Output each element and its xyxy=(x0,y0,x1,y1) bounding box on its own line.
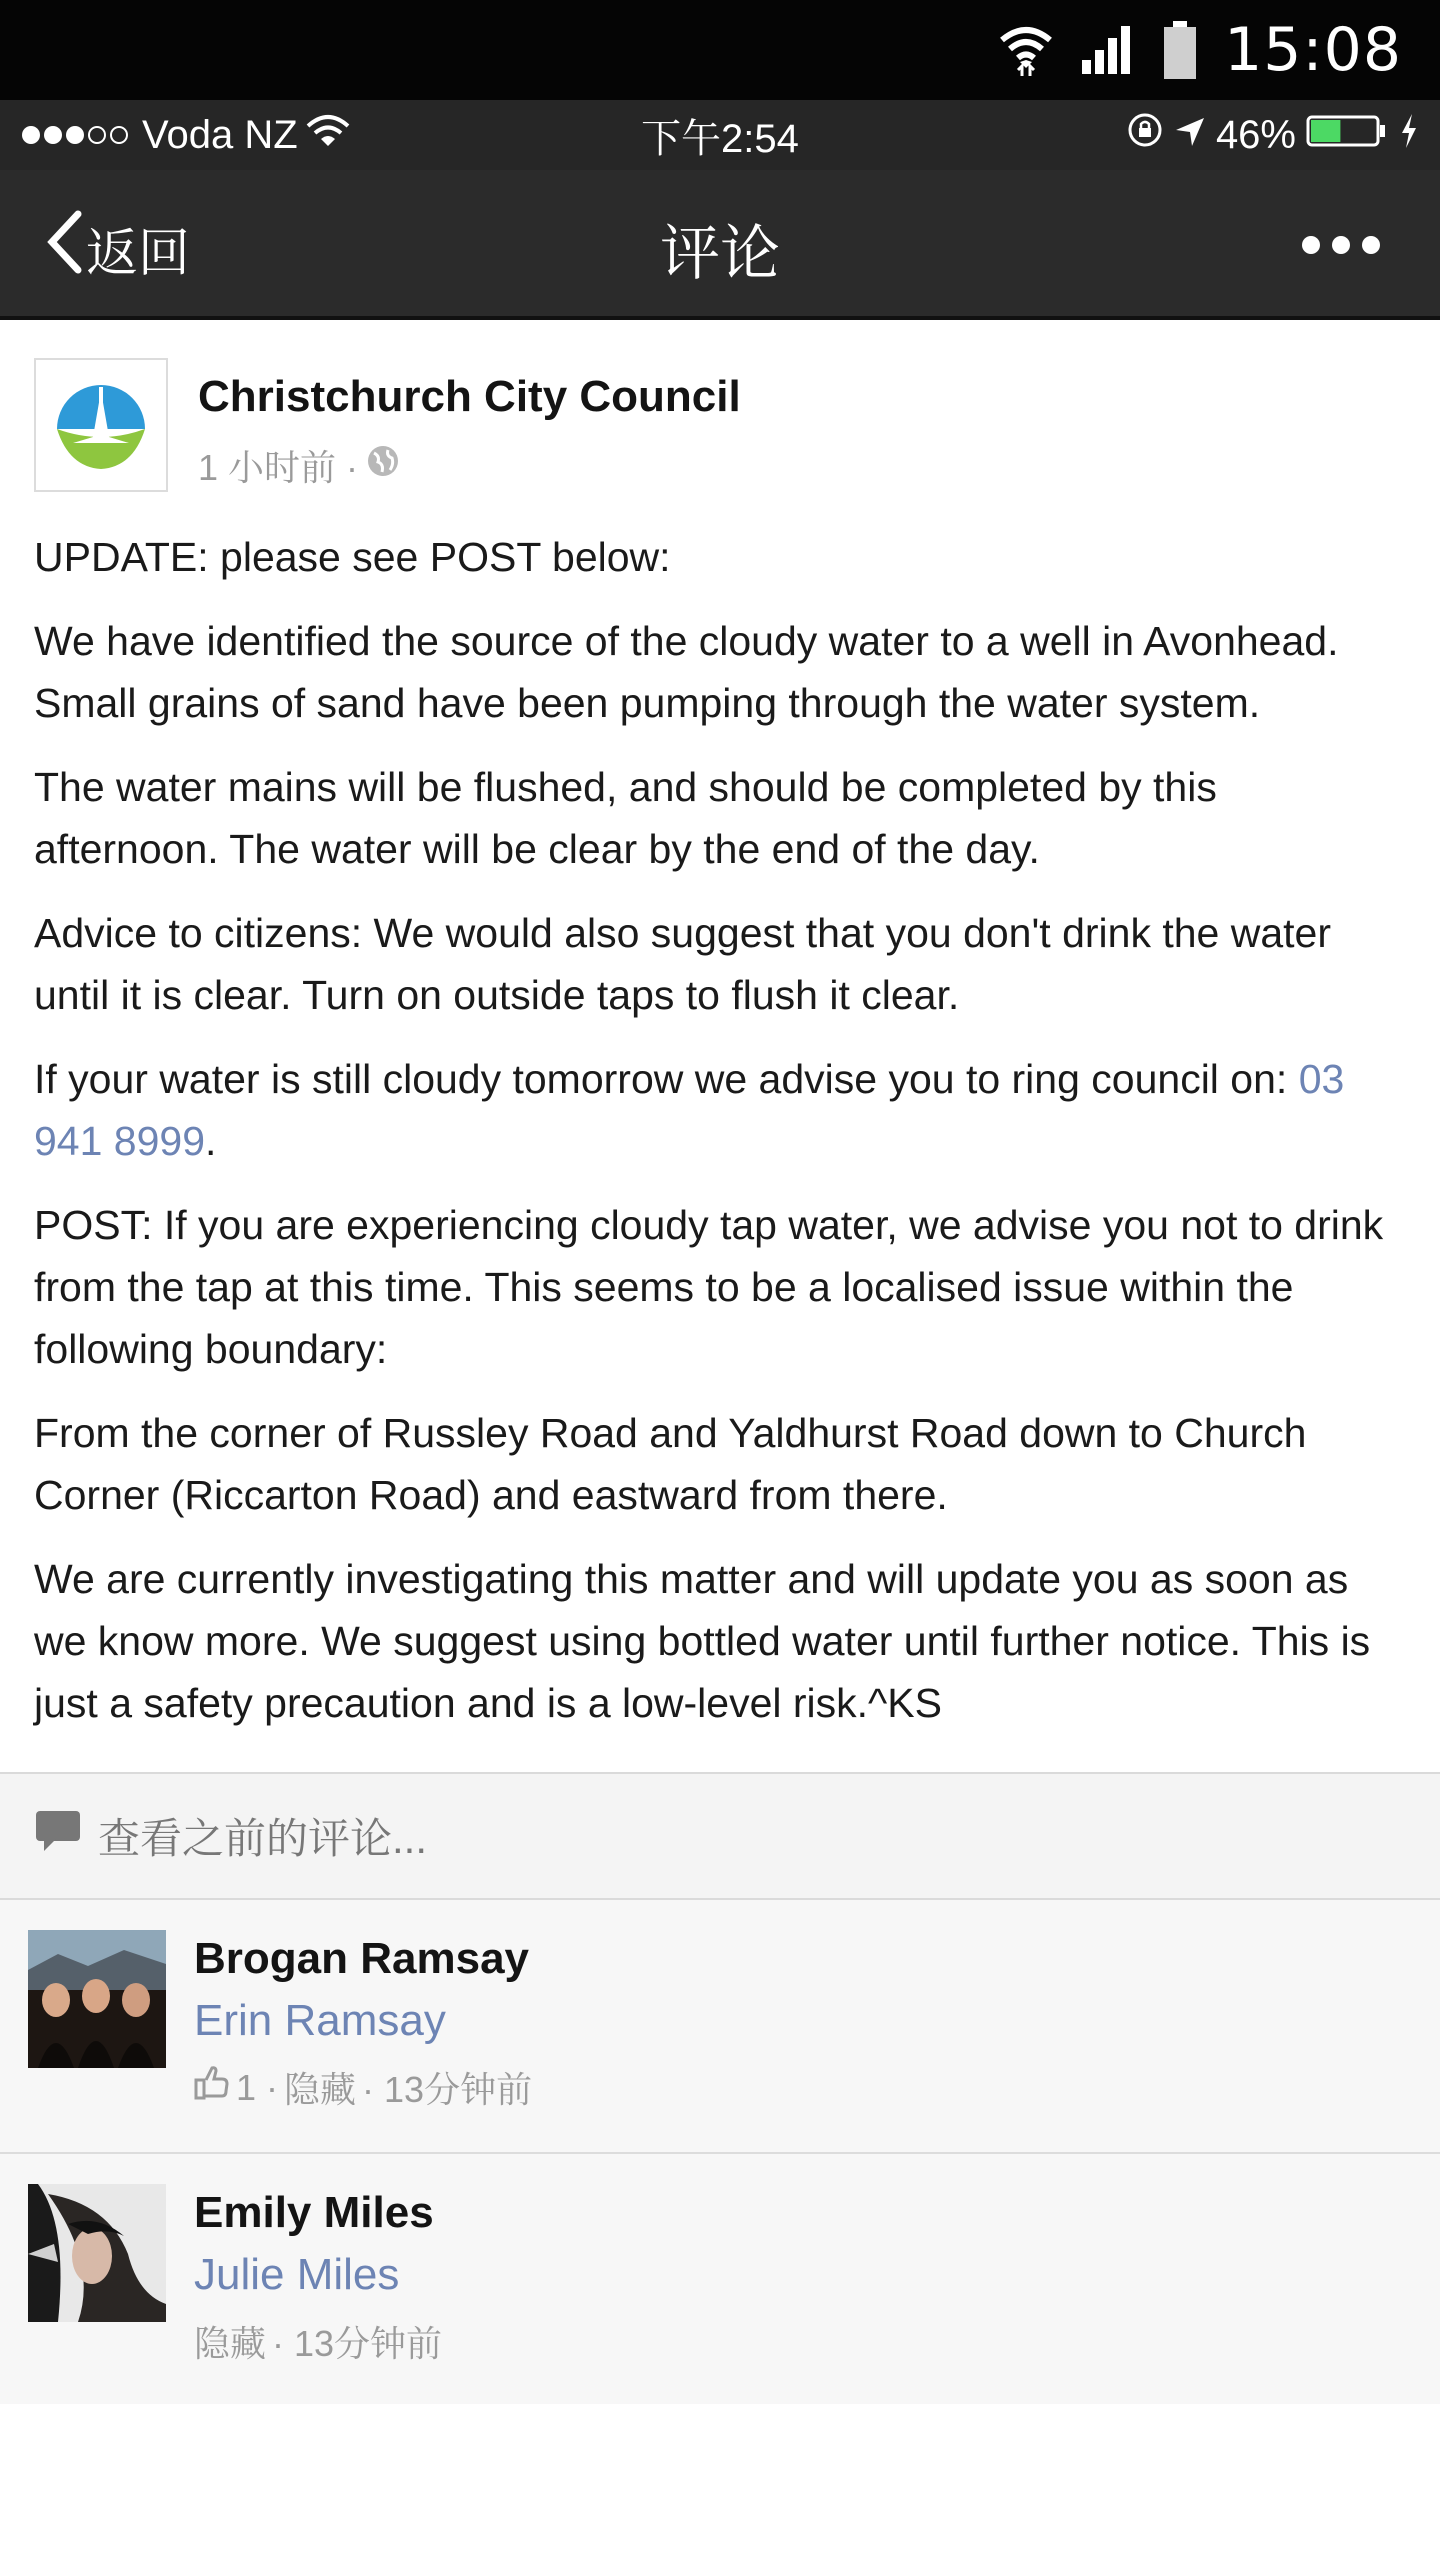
council-logo-avatar[interactable] xyxy=(34,358,168,492)
ring-text: If your water is still cloudy tomorrow we advise you to ring council on: xyxy=(34,1056,1299,1102)
comment-mention[interactable]: Julie Miles xyxy=(194,2250,400,2299)
comment-author[interactable]: Emily Miles xyxy=(194,2188,434,2237)
comment-time: · 13分钟前 xyxy=(362,2069,533,2110)
avatar[interactable] xyxy=(28,1930,166,2068)
ios-status-bar xyxy=(0,100,1440,170)
post xyxy=(0,320,1440,1734)
post-paragraph: Advice to citizens: We would also suggest that you don't drink the water until it is clear. Turn on outside taps to flush it clear. xyxy=(34,910,1331,1018)
comment-author[interactable]: Brogan Ramsay xyxy=(194,1934,530,1983)
rotation-lock-icon xyxy=(1126,111,1164,159)
comment-item xyxy=(0,1900,1440,2154)
globe-icon xyxy=(366,444,400,487)
view-previous-label: 查看之前的评论... xyxy=(98,1815,428,1862)
post-paragraph: From the corner of Russley Road and Yaldhurst Road down to Church Corner (Riccarton Road) and eastward from there. xyxy=(34,1410,1307,1518)
more-options-icon[interactable] xyxy=(1302,236,1380,254)
post-author[interactable]: Christchurch City Council xyxy=(198,372,741,421)
council-logo-icon xyxy=(53,377,149,473)
battery-percent: 46% xyxy=(1215,112,1296,157)
post-time: 1 小时前 · xyxy=(198,447,359,488)
post-paragraph: We have identified the source of the cloudy water to a well in Avonhead. Small grains of sand have been pumping through the water system. xyxy=(34,618,1339,726)
hide-link[interactable]: 隐藏 xyxy=(284,2069,357,2110)
post-header xyxy=(34,358,1406,492)
post-paragraph-ring xyxy=(34,1048,1406,1172)
charging-bolt-icon xyxy=(1400,113,1418,158)
like-count: 1 · xyxy=(236,2066,279,2108)
post-paragraph: The water mains will be flushed, and should be completed by this afternoon. The water will be clear by the end of the day. xyxy=(34,764,1217,872)
comment-mention[interactable]: Erin Ramsay xyxy=(194,1996,446,2045)
signal-icon xyxy=(1080,24,1136,76)
ios-clock: 下午2:54 xyxy=(641,116,799,161)
comment-item xyxy=(0,2154,1440,2404)
phone-link[interactable]: 03 941 8999 xyxy=(34,1056,1345,1164)
back-label: 返回 xyxy=(86,225,191,283)
page-title: 评论 xyxy=(660,220,780,287)
comment-time: · 13分钟前 xyxy=(272,2323,443,2364)
ring-end: . xyxy=(205,1118,217,1164)
nav-bar xyxy=(0,170,1440,320)
android-clock: 15:08 xyxy=(1224,15,1402,85)
ios-battery-icon xyxy=(1306,113,1390,158)
wifi-icon xyxy=(998,24,1054,76)
view-previous-comments-button[interactable] xyxy=(0,1772,1440,1900)
battery-icon xyxy=(1162,21,1198,79)
post-paragraph: We are currently investigating this matter and will update you as soon as we know more. We suggest using bottled water until further notice. This is just a safety precaution and is a low-level risk.^KS xyxy=(34,1556,1371,1726)
avatar[interactable] xyxy=(28,2184,166,2322)
comment-bubble-icon xyxy=(34,1809,82,1863)
android-status-bar xyxy=(0,0,1440,100)
carrier-label: Voda NZ xyxy=(142,112,298,157)
hide-link[interactable]: 隐藏 xyxy=(194,2323,267,2364)
location-arrow-icon xyxy=(1174,113,1206,158)
post-paragraph: POST: If you are experiencing cloudy tap water, we advise you not to drink from the tap at this time. This seems to be a localised issue within the following boundary: xyxy=(34,1202,1384,1372)
post-paragraph: UPDATE: please see POST below: xyxy=(34,534,671,580)
like-thumb-icon[interactable] xyxy=(194,2066,230,2109)
post-body xyxy=(34,526,1406,1734)
